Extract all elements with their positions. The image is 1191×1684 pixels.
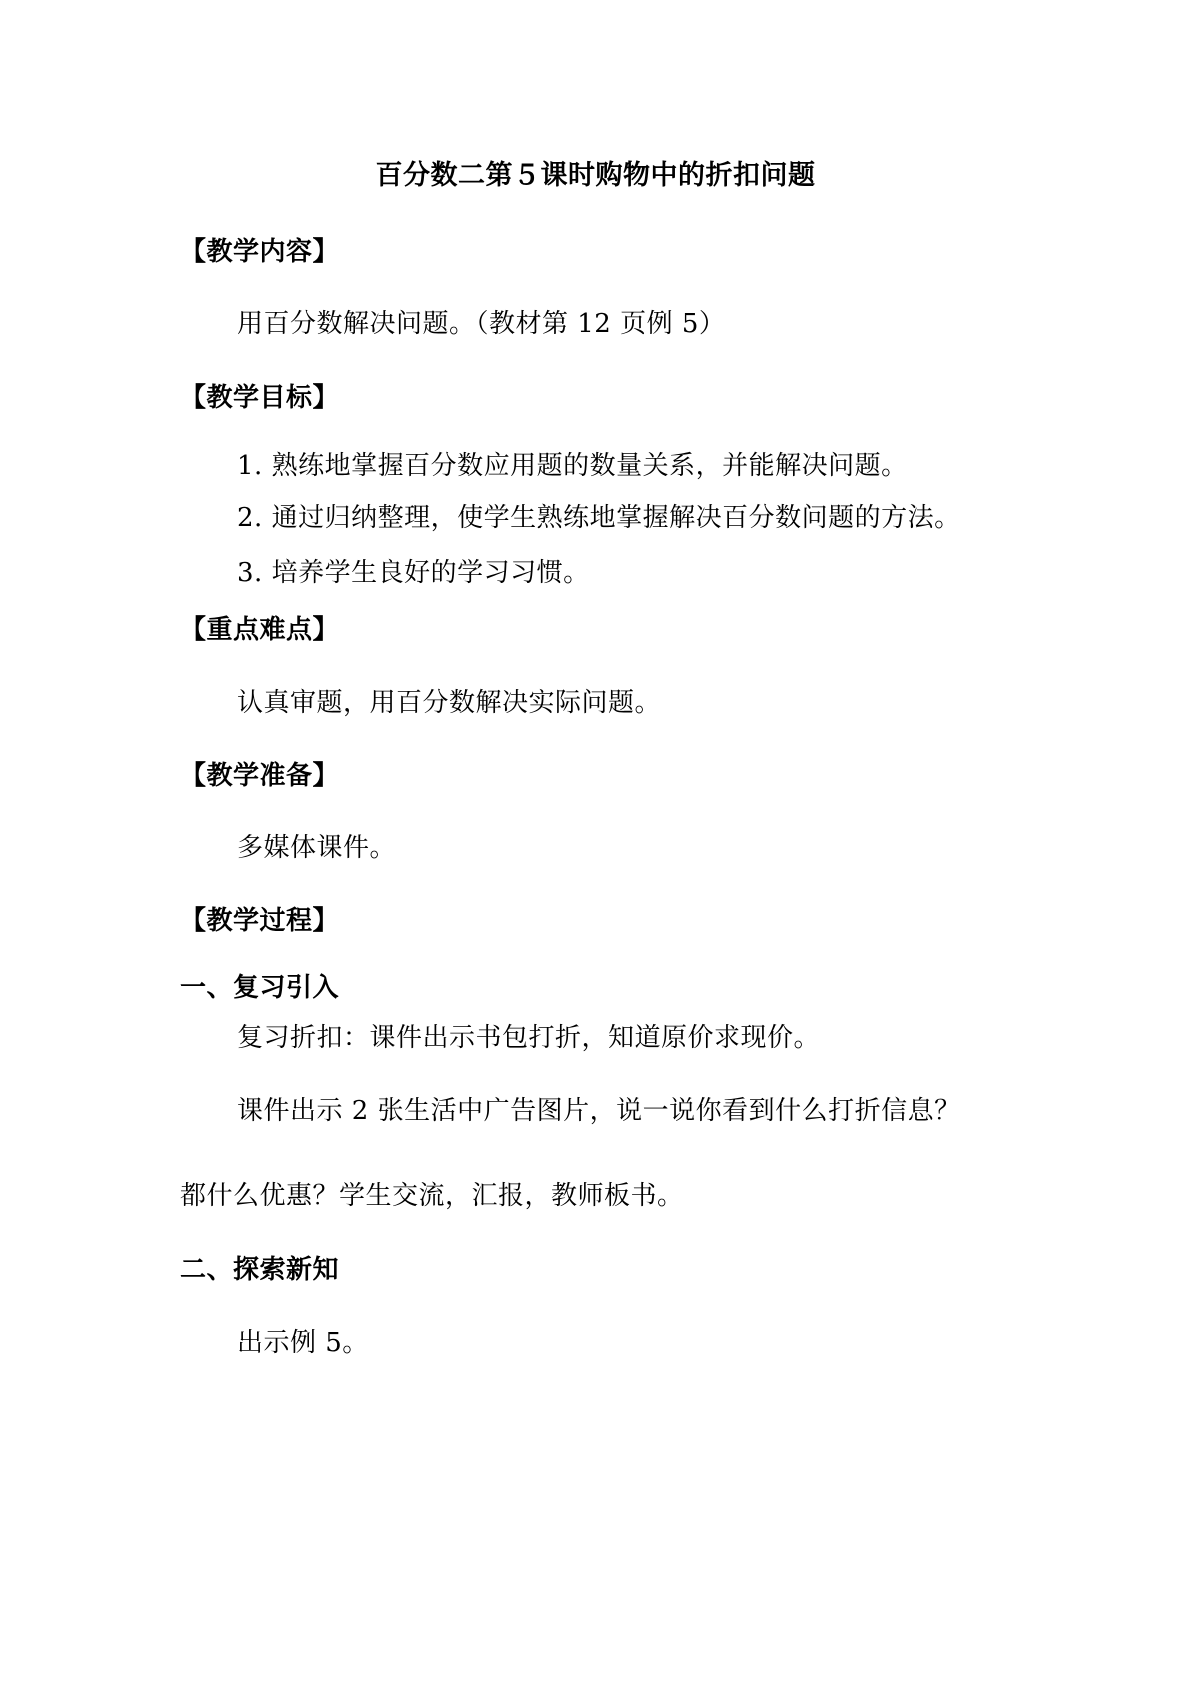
goal-item-2: 2. 通过归纳整理，使学生熟练地掌握解决百分数问题的方法。 bbox=[237, 503, 961, 533]
review-paragraph-2: 课件出示 2 张生活中广告图片，说一说你看到什么打折信息？ bbox=[237, 1096, 961, 1126]
preparation-paragraph: 多媒体课件。 bbox=[237, 833, 397, 863]
section-heading-key-points: 【重点难点】 bbox=[180, 615, 340, 645]
section-heading-preparation: 【教学准备】 bbox=[180, 761, 340, 791]
step-heading-review: 一、复习引入 bbox=[180, 973, 340, 1003]
page-title: 百分数二第５课时购物中的折扣问题 bbox=[375, 160, 816, 191]
review-paragraph-3: 都什么优惠？学生交流，汇报，教师板书。 bbox=[180, 1181, 684, 1211]
section-heading-content: 【教学内容】 bbox=[180, 237, 340, 267]
section-heading-process: 【教学过程】 bbox=[180, 906, 340, 936]
goal-item-3: 3. 培养学生良好的学习习惯。 bbox=[237, 558, 590, 588]
content-paragraph: 用百分数解决问题。（教材第 12 页例 5） bbox=[237, 309, 726, 339]
goal-item-1: 1. 熟练地掌握百分数应用题的数量关系，并能解决问题。 bbox=[237, 451, 908, 481]
review-paragraph-1: 复习折扣：课件出示书包打折，知道原价求现价。 bbox=[237, 1023, 821, 1053]
section-heading-goals: 【教学目标】 bbox=[180, 383, 340, 413]
key-points-paragraph: 认真审题，用百分数解决实际问题。 bbox=[237, 688, 662, 718]
step-heading-explore: 二、探索新知 bbox=[180, 1255, 340, 1285]
explore-paragraph-1: 出示例 5。 bbox=[237, 1328, 369, 1358]
